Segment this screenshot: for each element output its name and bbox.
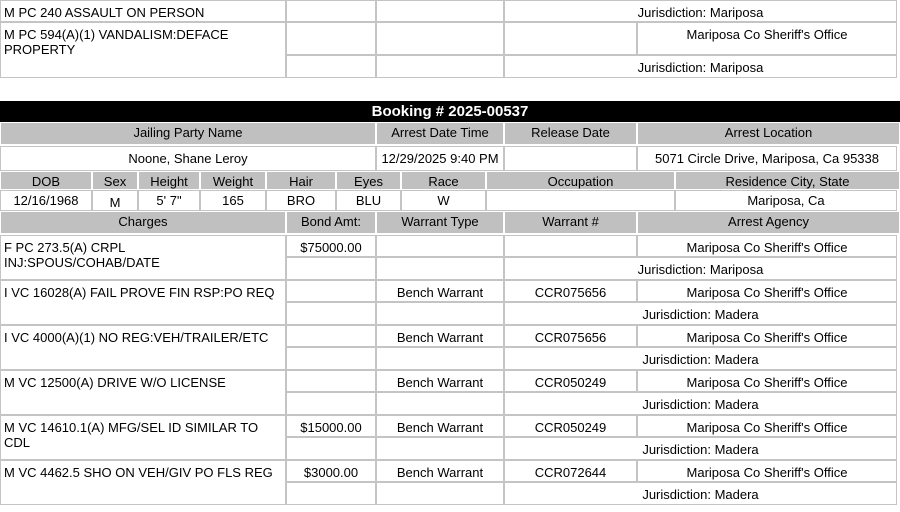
warrant-type-cell-empty	[376, 437, 504, 460]
warrant-number-cell: CCR075656	[504, 280, 637, 302]
header-occupation: Occupation	[486, 171, 675, 190]
arrest-agency-cell: Mariposa Co Sheriff's Office	[637, 22, 897, 55]
booking-title: Booking # 2025-00537	[0, 101, 900, 122]
height-value: 5' 7"	[138, 190, 200, 211]
jurisdiction-cell: Jurisdiction: Madera	[504, 392, 897, 415]
charge-cell: I VC 4000(A)(1) NO REG:VEH/TRAILER/ETC	[0, 325, 286, 370]
warrant-type-cell: Bench Warrant	[376, 370, 504, 392]
header-race: Race	[401, 171, 486, 190]
charge-cell: M PC 240 ASSAULT ON PERSON	[0, 0, 286, 22]
header-height: Height	[138, 171, 200, 190]
arrest-location: 5071 Circle Drive, Mariposa, Ca 95338	[637, 146, 897, 171]
header-jailing-party: Jailing Party Name	[0, 122, 376, 145]
sex-value: M	[92, 190, 138, 211]
warrant-type-cell: Bench Warrant	[376, 280, 504, 302]
jailing-party-name: Noone, Shane Leroy	[0, 146, 376, 171]
jurisdiction-cell: Jurisdiction: Madera	[504, 347, 897, 370]
warrant-type-cell: Bench Warrant	[376, 415, 504, 437]
warrant-type-cell	[376, 235, 504, 257]
bond-cell-empty	[286, 482, 376, 505]
warrant-number-cell: CCR050249	[504, 415, 637, 437]
arrest-agency-cell: Mariposa Co Sheriff's Office	[637, 280, 897, 302]
header-arrest-agency: Arrest Agency	[637, 211, 900, 234]
charge-cell: M VC 14610.1(A) MFG/SEL ID SIMILAR TO CDL	[0, 415, 286, 460]
bond-cell-empty	[286, 437, 376, 460]
warrant-number-cell	[504, 235, 637, 257]
header-arrest-datetime: Arrest Date Time	[376, 122, 504, 145]
header-eyes: Eyes	[336, 171, 401, 190]
header-bond: Bond Amt:	[286, 211, 376, 234]
arrest-agency-cell: Mariposa Co Sheriff's Office	[637, 415, 897, 437]
warrant-type-cell-empty	[376, 257, 504, 280]
warrant-number-cell: CCR075656	[504, 325, 637, 347]
charge-cell: I VC 16028(A) FAIL PROVE FIN RSP:PO REQ	[0, 280, 286, 325]
dob-value: 12/16/1968	[0, 190, 92, 211]
arrest-agency-cell: Mariposa Co Sheriff's Office	[637, 460, 897, 482]
warrant-type-cell-empty	[376, 302, 504, 325]
header-release-date: Release Date	[504, 122, 637, 145]
charge-cell: M VC 4462.5 SHO ON VEH/GIV PO FLS REG	[0, 460, 286, 505]
bond-cell	[286, 0, 376, 22]
warrant-number-cell: CCR050249	[504, 370, 637, 392]
jurisdiction-cell: Jurisdiction: Mariposa	[504, 257, 897, 280]
arrest-agency-cell: Mariposa Co Sheriff's Office	[637, 235, 897, 257]
bond-cell	[286, 325, 376, 347]
header-arrest-location: Arrest Location	[637, 122, 900, 145]
header-residence: Residence City, State	[675, 171, 900, 190]
header-hair: Hair	[266, 171, 336, 190]
bond-cell	[286, 370, 376, 392]
warrant-type-cell	[376, 0, 504, 22]
eyes-value: BLU	[336, 190, 401, 211]
jurisdiction-cell: Jurisdiction: Madera	[504, 302, 897, 325]
warrant-type-cell	[376, 55, 504, 78]
warrant-number-cell: CCR072644	[504, 460, 637, 482]
arrest-agency-cell: Mariposa Co Sheriff's Office	[637, 325, 897, 347]
residence-value: Mariposa, Ca	[675, 190, 897, 211]
header-warrant-type: Warrant Type	[376, 211, 504, 234]
bond-cell-empty	[286, 302, 376, 325]
bond-cell: $15000.00	[286, 415, 376, 437]
warrant-number-cell	[504, 22, 637, 55]
charge-cell: F PC 273.5(A) CRPL INJ:SPOUS/COHAB/DATE	[0, 235, 286, 280]
header-charges: Charges	[0, 211, 286, 234]
occupation-value	[486, 190, 675, 211]
bond-cell-empty	[286, 347, 376, 370]
header-weight: Weight	[200, 171, 266, 190]
bond-cell: $3000.00	[286, 460, 376, 482]
bond-cell	[286, 280, 376, 302]
arrest-datetime: 12/29/2025 9:40 PM	[376, 146, 504, 171]
warrant-type-cell: Bench Warrant	[376, 325, 504, 347]
header-dob: DOB	[0, 171, 92, 190]
bond-cell: $75000.00	[286, 235, 376, 257]
header-sex: Sex	[92, 171, 138, 190]
warrant-type-cell-empty	[376, 347, 504, 370]
bond-cell-empty	[286, 392, 376, 415]
jurisdiction-cell: Jurisdiction: Mariposa	[504, 55, 897, 78]
charge-cell: M PC 594(A)(1) VANDALISM:DEFACE PROPERTY	[0, 22, 286, 78]
arrest-agency-cell: Mariposa Co Sheriff's Office	[637, 370, 897, 392]
bond-cell-empty	[286, 257, 376, 280]
warrant-type-cell-empty	[376, 482, 504, 505]
jurisdiction-cell: Jurisdiction: Mariposa	[504, 0, 897, 22]
charge-cell: M VC 12500(A) DRIVE W/O LICENSE	[0, 370, 286, 415]
jurisdiction-cell: Jurisdiction: Madera	[504, 437, 897, 460]
warrant-type-cell: Bench Warrant	[376, 460, 504, 482]
bond-cell	[286, 55, 376, 78]
weight-value: 165	[200, 190, 266, 211]
release-date	[504, 146, 637, 171]
hair-value: BRO	[266, 190, 336, 211]
warrant-type-cell	[376, 22, 504, 55]
bond-cell	[286, 22, 376, 55]
header-warrant-number: Warrant #	[504, 211, 637, 234]
jurisdiction-cell: Jurisdiction: Madera	[504, 482, 897, 505]
race-value: W	[401, 190, 486, 211]
warrant-type-cell-empty	[376, 392, 504, 415]
